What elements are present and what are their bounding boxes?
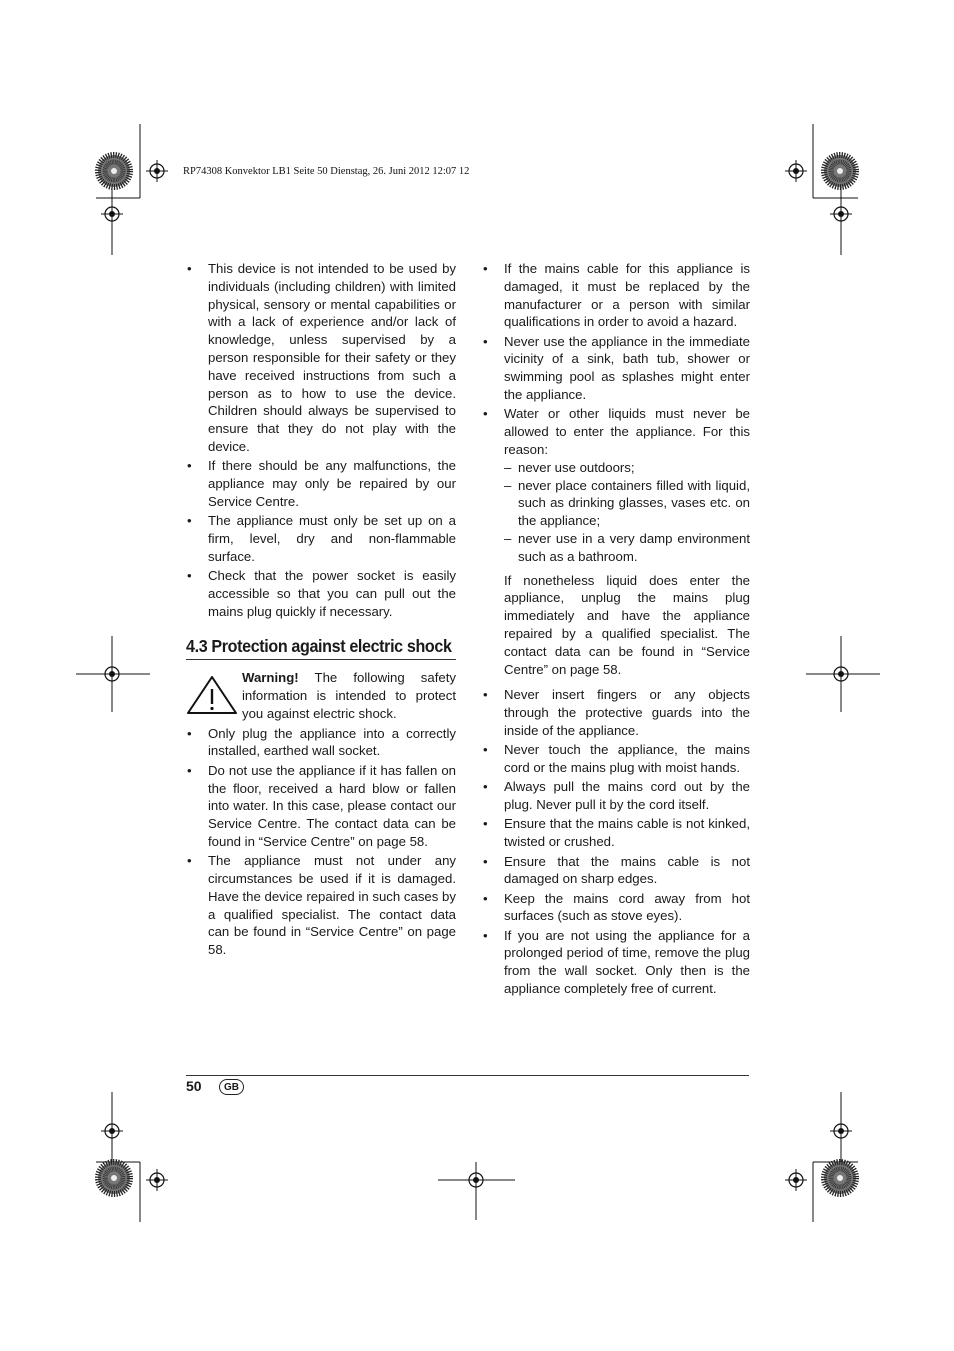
- list-item: • Ensure that the mains cable is not damaged on sharp edges.: [482, 853, 750, 889]
- list-item: • Never insert fingers or any objects through the protective guards into the inside of the appliance.: [482, 686, 750, 739]
- warning-message: The following safety information is intended to protect you against electric shock.: [242, 670, 456, 721]
- list-item: • Always pull the mains cord out by the plug. Never pull it by the cord itself.: [482, 778, 750, 814]
- liquids-sublist: [504, 459, 750, 566]
- warning-triangle-icon: [186, 669, 242, 720]
- footer-rule: [186, 1075, 749, 1076]
- safety-list-top: [482, 260, 750, 566]
- list-item: • If you are not using the appliance for a prolonged period of time, remove the plug from the wall socket. Only then is the appliance completely free of current.: [482, 927, 750, 998]
- heading-rule: [186, 659, 456, 660]
- liquids-text: Water or other liquids must never be allowed to enter the appliance. For this reason:: [504, 406, 750, 457]
- list-item: • Never use the appliance in the immediate vicinity of a sink, bath tub, shower or swimming pool as splashes might enter the appliance.: [482, 333, 750, 404]
- list-item-liquids: [482, 405, 750, 565]
- intro-list: [186, 260, 456, 620]
- list-item: • Never touch the appliance, the mains cord or the mains plug with moist hands.: [482, 741, 750, 777]
- list-item: • Check that the power socket is easily accessible so that you can pull out the mains plug quickly if necessary.: [186, 567, 456, 620]
- list-item: • If there should be any malfunctions, the appliance may only be repaired by our Service Centre.: [186, 457, 456, 510]
- page-number: 50: [186, 1078, 202, 1094]
- print-header: RP74308 Konvektor LB1 Seite 50 Dienstag, 26. Juni 2012 12:07 12: [183, 166, 470, 177]
- list-item: • The appliance must not under any circumstances be used if it is damaged. Have the device repaired in such cases by a qualified specialist. The contact data can be found in “Service Centre” on page 58.: [186, 852, 456, 959]
- electric-shock-list: [186, 725, 456, 959]
- right-column: [482, 260, 750, 999]
- warning-label: Warning!: [242, 670, 299, 686]
- warning-text: [242, 669, 456, 722]
- warning-box: [186, 669, 456, 722]
- section-heading: 4.3 Protection against electric shock: [186, 636, 452, 657]
- left-column: [186, 260, 456, 960]
- sub-list-item: – never place containers filled with liquid, such as drinking glasses, vases etc. on the appliance;: [504, 477, 750, 530]
- sub-list-item: – never use in a very damp environment such as a bathroom.: [504, 530, 750, 566]
- list-item: • The appliance must only be set up on a firm, level, dry and non-flammable surface.: [186, 512, 456, 565]
- language-badge: GB: [219, 1079, 244, 1095]
- list-item: • Do not use the appliance if it has fallen on the floor, received a hard blow or fallen into water. In this case, please contact our Service Centre. The contact data can be found in “Service Centre” on page 58.: [186, 762, 456, 851]
- list-item: • Ensure that the mains cable is not kinked, twisted or crushed.: [482, 815, 750, 851]
- list-item: • Only plug the appliance into a correctly installed, earthed wall socket.: [186, 725, 456, 761]
- safety-list-bottom: [482, 686, 750, 998]
- list-item: • If the mains cable for this appliance is damaged, it must be replaced by the manufacturer or a person with similar qualifications in order to avoid a hazard.: [482, 260, 750, 331]
- list-item: • Keep the mains cord away from hot surfaces (such as stove eyes).: [482, 890, 750, 926]
- sub-list-item: – never use outdoors;: [504, 459, 750, 477]
- list-item: • This device is not intended to be used by individuals (including children) with limited physical, sensory or mental capabilities or with a lack of experience and/or lack of knowledge, unless supervised by a person responsible for their safety or they have received instructions from such a person as to how to use the device. Children should always be supervised to ensure that they do not play with the device.: [186, 260, 456, 456]
- liquids-note: If nonetheless liquid does enter the appliance, unplug the mains plug immediately and have the appliance repaired by a qualified specialist. The contact data can be found in “Service Centre” on page 58.: [504, 572, 750, 677]
